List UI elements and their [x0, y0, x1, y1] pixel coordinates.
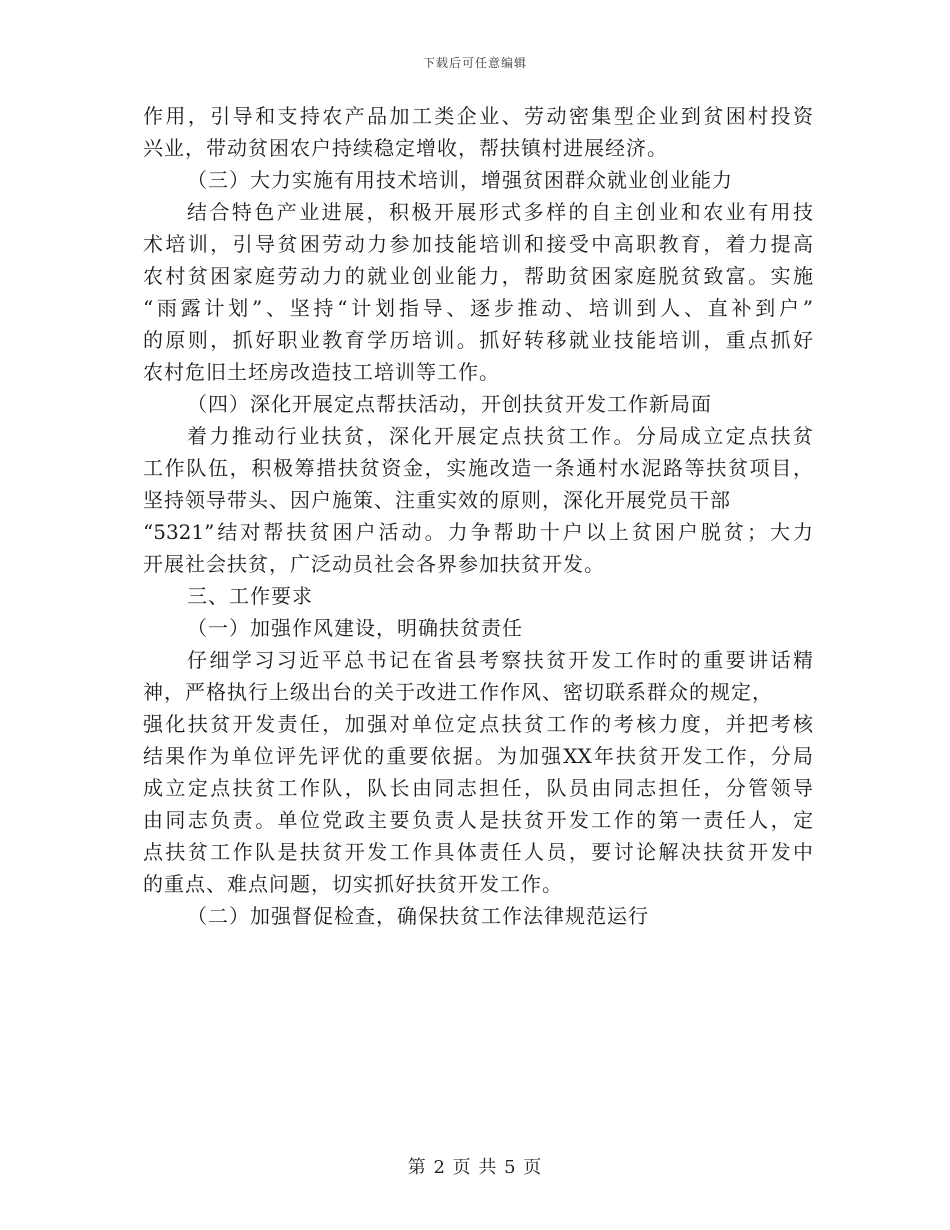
section-heading	[143, 580, 813, 612]
heading-line: （四）深化开展定点帮扶活动，开创扶贫开发工作新局面	[187, 392, 712, 416]
text-line: 结合特色产业进展，积极开展形式多样的自主创业和农业有用技	[187, 200, 813, 224]
page-number: 第 2 页 共 5 页	[407, 1157, 543, 1178]
text-line: 成立定点扶贫工作队，队长由同志担任，队员由同志担任，分管领导	[143, 776, 813, 800]
text-line: 坚持领导带头、因户施策、注重实效的原则，深化开展党员干部	[143, 488, 731, 512]
text-line: 仔细学习习近平总书记在省县考察扶贫开发工作时的重要讲话精	[187, 648, 813, 672]
heading-line: （三）大力实施有用技术培训，增强贫困群众就业创业能力	[187, 168, 733, 192]
text-line: 农村危旧土坯房改造技工培训等工作。	[143, 360, 500, 384]
section-heading	[143, 612, 813, 644]
text-line: “雨露计划”、坚持“计划指导、逐步推动、培训到人、直补到户”	[143, 296, 813, 320]
page-header-note: 下载后可任意编辑	[422, 56, 527, 70]
text-line: 术培训，引导贫困劳动力参加技能培训和接受中高职教育，着力提高	[143, 232, 813, 256]
paragraph	[143, 100, 813, 164]
paragraph	[143, 196, 813, 388]
text-line: 兴业，带动贫困农户持续稳定增收，帮扶镇村进展经济。	[143, 136, 668, 160]
section-heading	[143, 900, 813, 932]
text-line: 开展社会扶贫，广泛动员社会各界参加扶贫开发。	[143, 552, 605, 576]
heading-line: 三、工作要求	[187, 584, 313, 608]
text-line: 的重点、难点问题，切实抓好扶贫开发工作。	[143, 872, 563, 896]
document-body	[143, 100, 813, 932]
text-line: 着力推动行业扶贫，深化开展定点扶贫工作。分局成立定点扶贫	[187, 424, 813, 448]
text-line: “5321”结对帮扶贫困户活动。力争帮助十户以上贫困户脱贫；大力	[143, 520, 813, 544]
heading-line: （一）加强作风建设，明确扶贫责任	[187, 616, 523, 640]
paragraph	[143, 644, 813, 900]
paragraph	[143, 420, 813, 580]
text-line: 农村贫困家庭劳动力的就业创业能力，帮助贫困家庭脱贫致富。实施	[143, 264, 813, 288]
heading-line: （二）加强督促检查，确保扶贫工作法律规范运行	[187, 904, 649, 928]
section-heading	[143, 388, 813, 420]
text-line: 作用，引导和支持农产品加工类企业、劳动密集型企业到贫困村投资	[143, 104, 813, 128]
section-heading	[143, 164, 813, 196]
text-line: 神，严格执行上级出台的关于改进工作作风、密切联系群众的规定，	[143, 680, 773, 704]
text-line: 强化扶贫开发责任，加强对单位定点扶贫工作的考核力度，并把考核	[143, 712, 813, 736]
text-line: 由同志负责。单位党政主要负责人是扶贫开发工作的第一责任人，定	[143, 808, 813, 832]
text-line: 的原则，抓好职业教育学历培训。抓好转移就业技能培训，重点抓好	[143, 328, 813, 352]
text-line: 工作队伍，积极筹措扶贫资金，实施改造一条通村水泥路等扶贫项目，	[143, 456, 813, 480]
text-line: 结果作为单位评先评优的重要依据。为加强XX年扶贫开发工作，分局	[143, 744, 813, 768]
text-line: 点扶贫工作队是扶贫开发工作具体责任人员，要讨论解决扶贫开发中	[143, 840, 813, 864]
